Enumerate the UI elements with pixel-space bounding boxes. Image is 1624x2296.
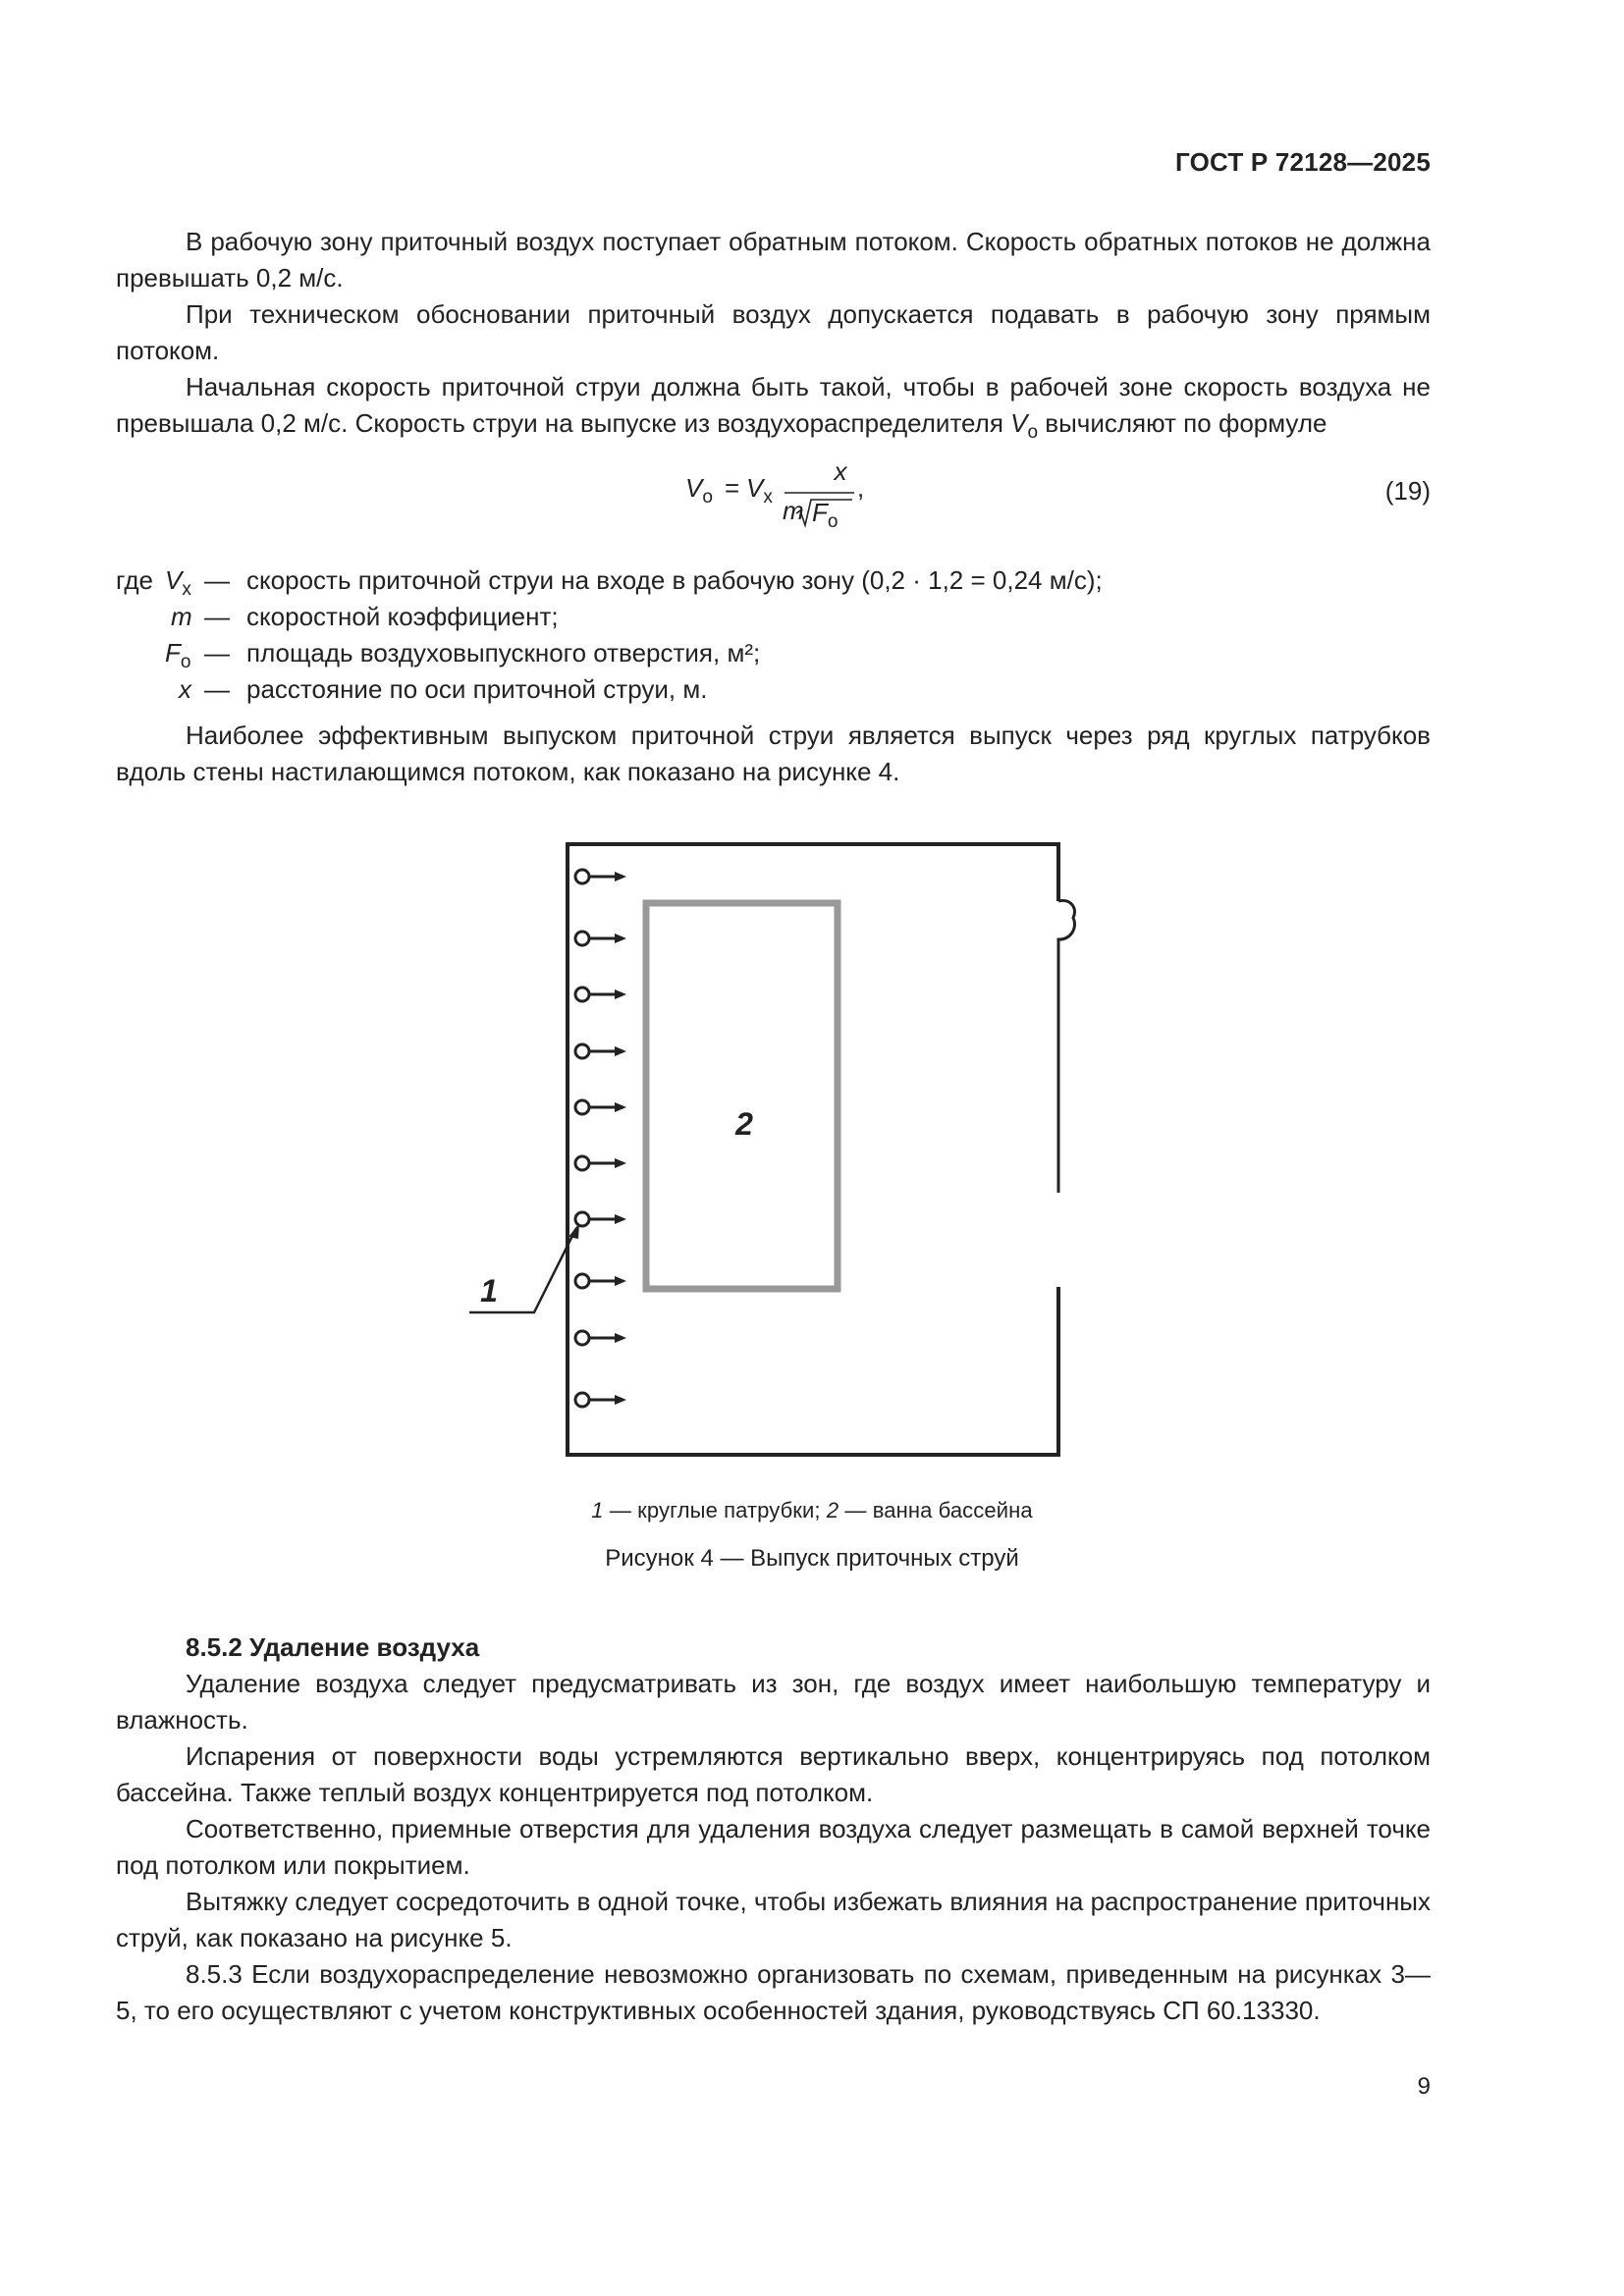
paragraph: В рабочую зону приточный воздух поступает обратным потоком. Скорость обратных потоков не должна превышать 0,2 м/с. bbox=[116, 227, 1431, 293]
paragraph: При техническом обосновании приточный воздух допускается подавать в рабочую зону прямым потоком. bbox=[116, 299, 1431, 365]
nozzle bbox=[575, 1156, 626, 1170]
paragraph: 8.5.3 Если воздухораспределение невозможно организовать по схемам, приведенным на рисунках 3—5, то его осуществляют с учетом конструктивных особенностей здания, руководствуясь СП 60.13330. bbox=[116, 1959, 1431, 2025]
paragraph: Вытяжку следует сосредоточить в одной точке, чтобы избежать влияния на распространение приточных струй, как показано на рисунке 5. bbox=[116, 1887, 1431, 1952]
page-number: 9 bbox=[1417, 2073, 1431, 2100]
nozzle bbox=[575, 1044, 626, 1058]
nozzle-label: 1 bbox=[480, 1273, 498, 1308]
figure-caption: Рисунок 4 — Выпуск приточных струй bbox=[605, 1545, 1019, 1572]
nozzle bbox=[575, 870, 626, 883]
section-text bbox=[116, 1666, 1431, 2029]
nozzle bbox=[575, 1274, 626, 1288]
formula-number: (19) bbox=[1384, 476, 1431, 506]
nozzle bbox=[575, 1393, 626, 1407]
nozzle bbox=[575, 932, 626, 945]
document-header: ГОСТ Р 72128—2025 bbox=[1175, 147, 1431, 177]
formula-19: $V_o$ = $V_x$ x m $F_o$ , bbox=[677, 456, 893, 535]
paragraph: Наиболее эффективным выпуском приточной струи является выпуск через ряд круглых патрубков вдоль стены настилающимся потоком, как показано на рисунке 4. bbox=[116, 721, 1431, 786]
section-heading: 8.5.2 Удаление воздуха bbox=[186, 1632, 480, 1662]
paragraph: Соответственно, приемные отверстия для удаления воздуха следует размещать в самой верхней точке под потолком или покрытием. bbox=[116, 1814, 1431, 1880]
pool-label: 2 bbox=[735, 1106, 753, 1142]
pool-rectangle bbox=[646, 903, 838, 1289]
nozzle bbox=[575, 1100, 626, 1114]
nozzle bbox=[575, 1331, 626, 1345]
paragraph: Удаление воздуха следует предусматривать из зон, где воздух имеет наибольшую температуру и влажность. bbox=[116, 1669, 1431, 1735]
paragraph-formula-intro: Начальная скорость приточной струи должна быть такой, чтобы в рабочей зоне скорость воздуха не превышала 0,2 м/с. Скорость струи на выпуске из воздухораспределителя $V_o$ вычисляют по формуле bbox=[116, 372, 1431, 443]
nozzle bbox=[575, 1212, 626, 1226]
paragraph: Испарения от поверхности воды устремляются вертикально вверх, концентрируясь под потолком бассейна. Также теплый воздух концентрируется под потолком. bbox=[116, 1741, 1431, 1807]
leader-arrowhead bbox=[568, 1223, 579, 1239]
nozzle-row bbox=[575, 870, 626, 1407]
room-wall-notch bbox=[1058, 900, 1075, 1193]
nozzle bbox=[575, 988, 626, 1001]
figure-legend: 1 — круглые патрубки; 2 — ванна бассейна bbox=[591, 1498, 1033, 1522]
room-outline bbox=[568, 844, 1058, 1455]
